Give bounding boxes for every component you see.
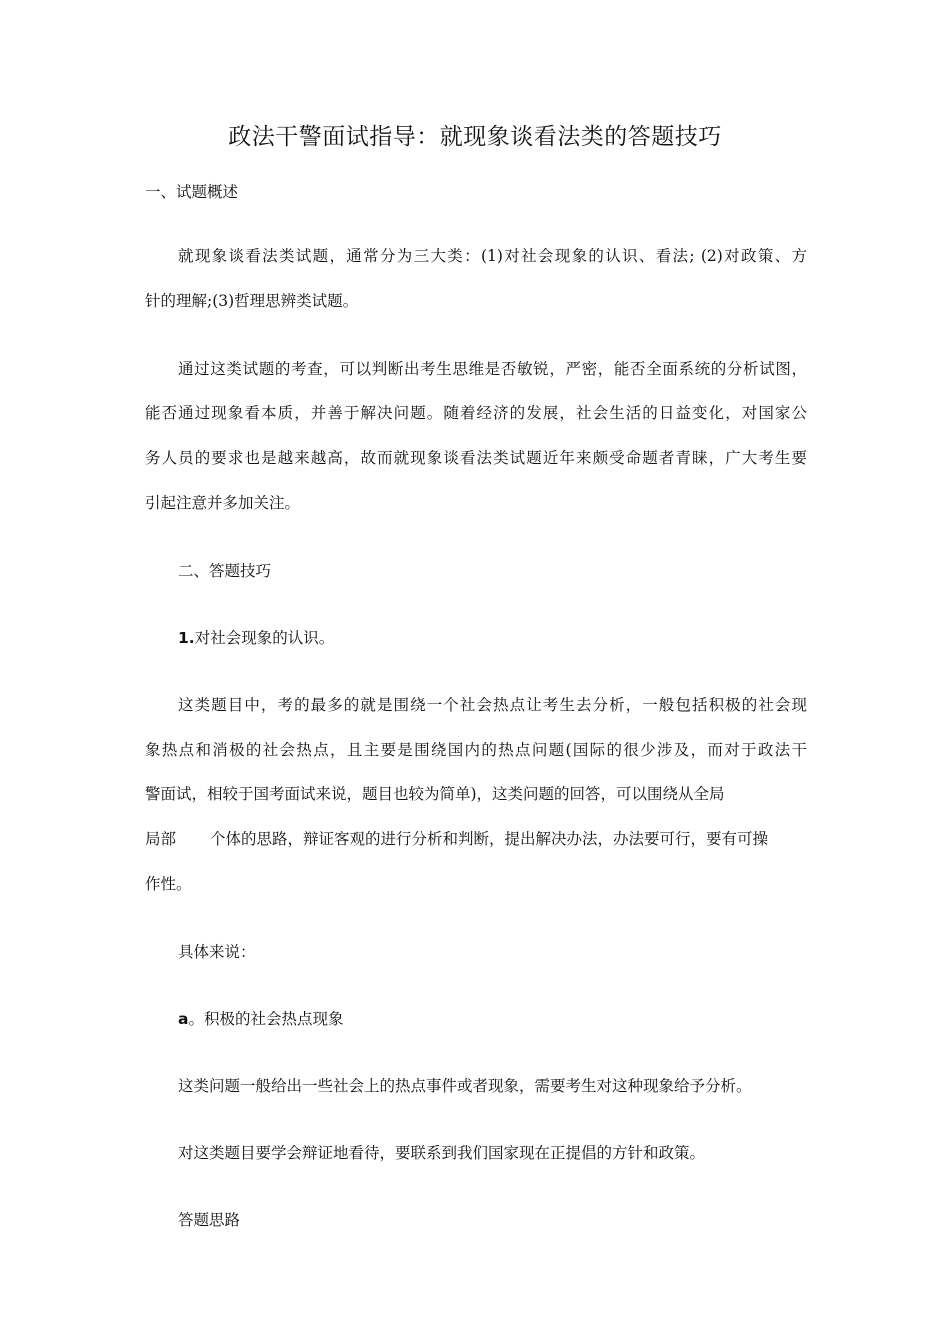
section-heading-overview: 一、试题概述 bbox=[145, 183, 239, 201]
paragraph-line: 这类题目中，考的最多的就是围绕一个社会热点让考生去分析，一般包括积极的社会现 bbox=[178, 696, 807, 714]
paragraph-line: 具体来说： bbox=[178, 943, 256, 961]
paragraph-line: 通过这类试题的考查，可以判断出考生思维是否敏锐，严密，能否全面系统的分析试图， bbox=[178, 360, 807, 378]
text-fragment: 个体的思路，辩证客观的进行分析和判断，提出解决办法，办法要可行，要有可操 bbox=[210, 830, 769, 848]
paragraph-line: 象热点和消极的社会热点，且主要是围绕国内的热点问题(国际的很少涉及，而对于政法干 bbox=[145, 741, 807, 759]
paragraph-line: 务人员的要求也是越来越高，故而就现象谈看法类试题近年来颇受命题者青睐，广大考生要 bbox=[145, 449, 807, 467]
list-item-label: a bbox=[178, 1010, 189, 1028]
list-item-a bbox=[178, 1007, 343, 1029]
paragraph-line: 针的理解;(3)哲理思辨类试题。 bbox=[145, 292, 359, 310]
paragraph-line: 答题思路 bbox=[178, 1211, 241, 1229]
list-item-text: 。积极的社会热点现象 bbox=[188, 1010, 344, 1028]
paragraph-line: 对这类题目要学会辩证地看待，要联系到我们国家现在正提倡的方针和政策。 bbox=[178, 1144, 706, 1162]
paragraph-line: 作性。 bbox=[145, 875, 192, 893]
section-heading-techniques: 二、答题技巧 bbox=[178, 562, 272, 580]
text-fragment: 局部 bbox=[145, 830, 177, 848]
paragraph-line: 这类问题一般给出一些社会上的热点事件或者现象，需要考生对这种现象给予分析。 bbox=[178, 1077, 752, 1095]
paragraph-line: 就现象谈看法类试题，通常分为三大类：(1)对社会现象的认识、看法; (2)对政策、方 bbox=[178, 247, 807, 265]
paragraph-line: 能否通过现象看本质，并善于解决问题。随着经济的发展，社会生活的日益变化，对国家公 bbox=[145, 404, 807, 422]
document-title: 政法干警面试指导：就现象谈看法类的答题技巧 bbox=[228, 124, 722, 150]
paragraph-line bbox=[145, 827, 768, 849]
list-item-text: 对社会现象的认识。 bbox=[194, 629, 335, 647]
paragraph-line: 引起注意并多加关注。 bbox=[145, 494, 301, 512]
paragraph-line: 警面试，相较于国考面试来说，题目也较为简单)，这类问题的回答，可以围绕从全局 bbox=[145, 785, 725, 803]
list-item-1 bbox=[178, 626, 334, 648]
list-item-number: 1. bbox=[178, 629, 195, 647]
